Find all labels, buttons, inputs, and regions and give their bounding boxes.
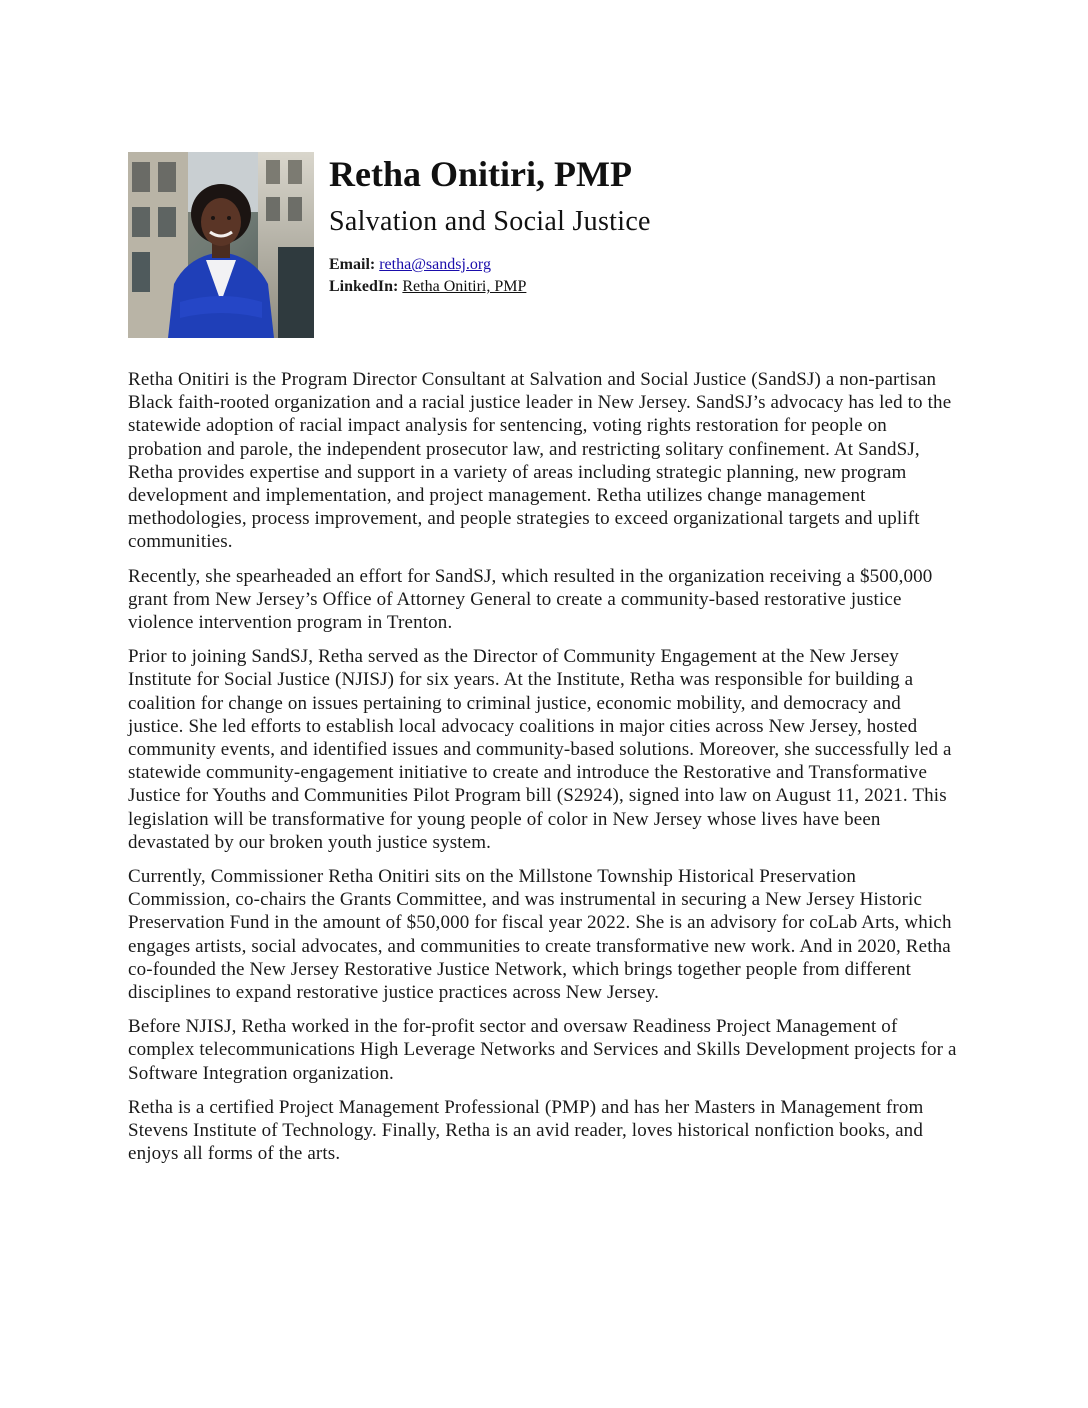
biography <box>128 368 960 1177</box>
bio-paragraph: Retha is a certified Project Management Professional (PMP) and has her Masters in Management from Stevens Institute of Technology. Finally, Retha is an avid reader, loves historical nonfiction books, and enjoys all forms of the arts. <box>128 1096 924 1165</box>
profile-header <box>128 152 958 338</box>
bio-paragraph: Recently, she spearheaded an effort for SandSJ, which resulted in the organization receiving a $500,000 grant from New Jersey’s Office of Attorney General to create a community-based restorative justice violence intervention program in Trenton. <box>128 565 933 634</box>
organization-name: Salvation and Social Justice <box>329 206 651 237</box>
email-row <box>329 254 949 276</box>
linkedin-label: LinkedIn: <box>329 278 399 295</box>
bio-paragraph: Retha Onitiri is the Program Director Consultant at Salvation and Social Justice (SandSJ) a non-partisan Black faith-rooted organization and a racial justice leader in New Jersey. SandSJ’s advocacy has led to the statewide adoption of racial impact analysis for sentencing, voting rights restoration for people on probation and parole, the independent prosecutor law, and restricting solitary confinement. At SandSJ, Retha provides expertise and support in a variety of areas including strategic planning, new program development and implementation, and project management. Retha utilizes change management methodologies, process improvement, and people strategies to exceed organizational targets and uplift communities. <box>128 369 952 553</box>
person-name: Retha Onitiri, PMP <box>329 154 632 194</box>
contact-info <box>329 254 949 298</box>
bio-paragraph: Prior to joining SandSJ, Retha served as the Director of Community Engagement at the New Jersey Institute for Social Justice (NJISJ) for six years. At the Institute, Retha was responsible for building a coalition for change on issues pertaining to criminal justice, economic mobility, and democracy and justice. She led efforts to establish local advocacy coalitions in major cities across New Jersey, hosted community events, and identified issues and community-based solutions. Moreover, she successfully led a statewide community-engagement initiative to create and introduce the Restorative and Transformative Justice for Youths and Communities Pilot Program bill (S2924), signed into law on August 11, 2021. This legislation will be transformative for young people of color in New Jersey whose lives have been devastated by our broken youth justice system. <box>128 646 952 853</box>
linkedin-link[interactable]: Retha Onitiri, PMP <box>402 278 527 295</box>
email-link[interactable]: retha@sandsj.org <box>379 256 491 273</box>
bio-paragraph: Currently, Commissioner Retha Onitiri sits on the Millstone Township Historical Preservation Commission, co-chairs the Grants Committee, and was instrumental in securing a New Jersey Historic Preservation Fund in the amount of $50,000 for fiscal year 2022. She is an advisory for coLab Arts, which engages artists, social advocates, and communities to create transformative new work. And in 2020, Retha co-founded the New Jersey Restorative Justice Network, which brings together people from different disciplines to expand restorative justice practices across New Jersey. <box>128 866 952 1004</box>
email-label: Email: <box>329 256 376 273</box>
bio-paragraph: Before NJISJ, Retha worked in the for-profit sector and oversaw Readiness Project Management of complex telecommunications High Leverage Networks and Services and Skills Development projects for a Software Integration organization. <box>128 1016 957 1084</box>
name-block <box>329 152 949 298</box>
linkedin-row <box>329 276 949 298</box>
portrait-photo <box>128 152 314 338</box>
